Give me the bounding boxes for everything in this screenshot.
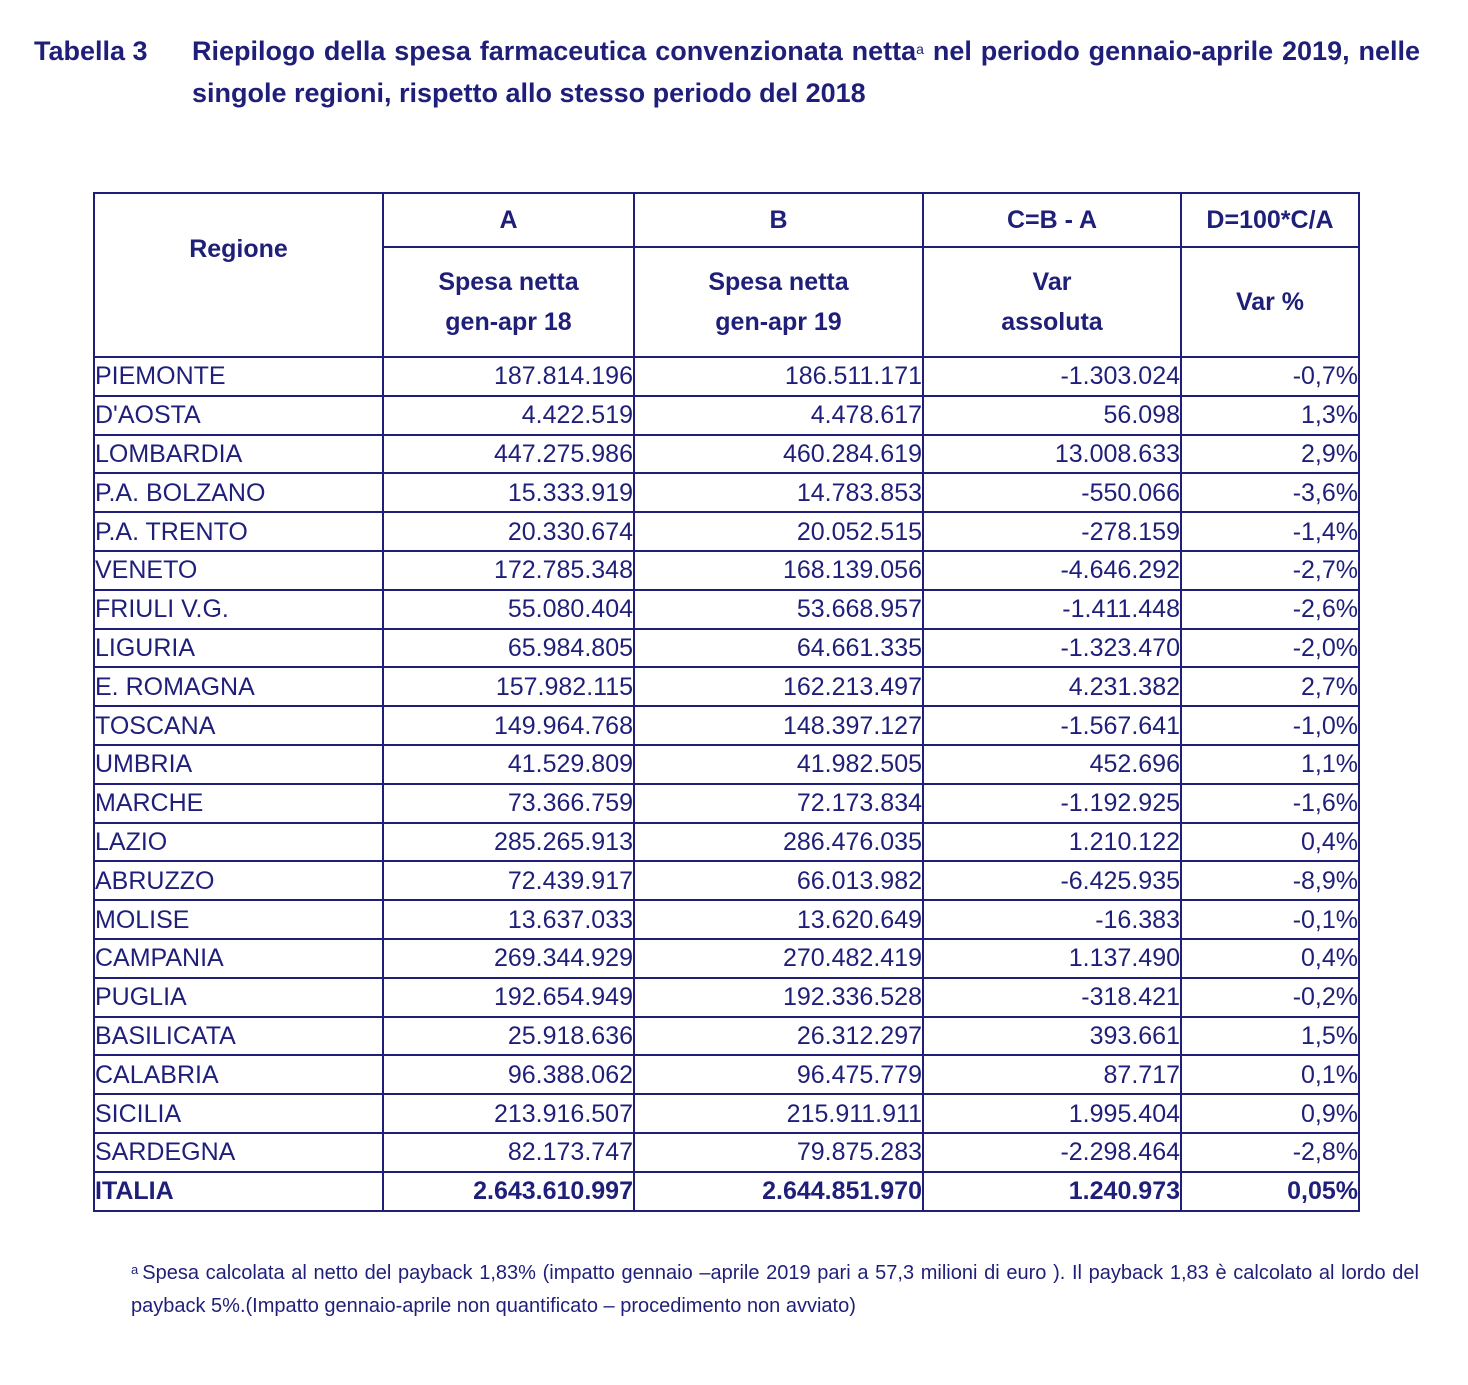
cell-regione: PUGLIA [94, 978, 383, 1017]
cell-var-percent: -0,1% [1181, 900, 1359, 939]
cell-var-assoluta: -16.383 [923, 900, 1181, 939]
cell-var-percent: -2,6% [1181, 590, 1359, 629]
caption-main: Riepilogo della spesa farmaceutica convenzionata netta [192, 36, 917, 66]
cell-regione: TOSCANA [94, 706, 383, 745]
cell-spesa-18: 65.984.805 [383, 629, 634, 668]
cell-regione: LIGURIA [94, 629, 383, 668]
cell-spesa-19: 286.476.035 [634, 823, 923, 862]
header-label-d: Var % [1181, 247, 1359, 357]
cell-var-assoluta: -550.066 [923, 473, 1181, 512]
cell-regione: MOLISE [94, 900, 383, 939]
footnote [131, 1257, 1419, 1323]
table-row [94, 939, 1359, 978]
cell-regione: CALABRIA [94, 1055, 383, 1094]
cell-regione: P.A. BOLZANO [94, 473, 383, 512]
cell-spesa-18: 73.366.759 [383, 784, 634, 823]
cell-var-percent: 0,4% [1181, 939, 1359, 978]
cell-regione: UMBRIA [94, 745, 383, 784]
cell-spesa-19: 2.644.851.970 [634, 1172, 923, 1211]
cell-spesa-19: 460.284.619 [634, 435, 923, 474]
caption-rest: nel periodo gennaio-aprile 2019, nelle singole regioni, rispetto allo stesso periodo del 2018 [192, 36, 1420, 108]
header-col-a: A [383, 193, 634, 247]
cell-var-assoluta: 13.008.633 [923, 435, 1181, 474]
table-row [94, 435, 1359, 474]
cell-spesa-19: 79.875.283 [634, 1133, 923, 1172]
table-row [94, 551, 1359, 590]
cell-spesa-18: 15.333.919 [383, 473, 634, 512]
cell-regione: BASILICATA [94, 1017, 383, 1056]
cell-regione: ITALIA [94, 1172, 383, 1211]
cell-spesa-19: 4.478.617 [634, 396, 923, 435]
cell-spesa-19: 14.783.853 [634, 473, 923, 512]
cell-regione: ABRUZZO [94, 861, 383, 900]
table-row [94, 629, 1359, 668]
cell-regione: P.A. TRENTO [94, 512, 383, 551]
table-number: Tabella 3 [34, 36, 148, 66]
cell-regione: SICILIA [94, 1094, 383, 1133]
cell-spesa-19: 168.139.056 [634, 551, 923, 590]
cell-var-percent: 2,7% [1181, 667, 1359, 706]
cell-spesa-19: 26.312.297 [634, 1017, 923, 1056]
cell-regione: LAZIO [94, 823, 383, 862]
cell-spesa-19: 162.213.497 [634, 667, 923, 706]
cell-spesa-18: 82.173.747 [383, 1133, 634, 1172]
cell-var-percent: 2,9% [1181, 435, 1359, 474]
cell-spesa-18: 41.529.809 [383, 745, 634, 784]
cell-spesa-19: 13.620.649 [634, 900, 923, 939]
cell-spesa-18: 4.422.519 [383, 396, 634, 435]
cell-var-assoluta: -1.567.641 [923, 706, 1181, 745]
cell-regione: FRIULI V.G. [94, 590, 383, 629]
cell-var-percent: -8,9% [1181, 861, 1359, 900]
cell-var-percent: -0,2% [1181, 978, 1359, 1017]
cell-spesa-18: 172.785.348 [383, 551, 634, 590]
cell-spesa-19: 66.013.982 [634, 861, 923, 900]
cell-spesa-19: 96.475.779 [634, 1055, 923, 1094]
cell-var-assoluta: 87.717 [923, 1055, 1181, 1094]
cell-var-assoluta: -318.421 [923, 978, 1181, 1017]
cell-spesa-18: 2.643.610.997 [383, 1172, 634, 1211]
header-col-d: D=100*C/A [1181, 193, 1359, 247]
cell-spesa-18: 96.388.062 [383, 1055, 634, 1094]
table-row [94, 784, 1359, 823]
cell-var-assoluta: 393.661 [923, 1017, 1181, 1056]
cell-regione: MARCHE [94, 784, 383, 823]
cell-spesa-19: 72.173.834 [634, 784, 923, 823]
cell-var-percent: -2,0% [1181, 629, 1359, 668]
cell-var-assoluta: -2.298.464 [923, 1133, 1181, 1172]
table-caption [192, 30, 1420, 114]
table-row-total [94, 1172, 1359, 1211]
table-row [94, 1055, 1359, 1094]
header-col-b: B [634, 193, 923, 247]
table-row [94, 900, 1359, 939]
cell-spesa-18: 149.964.768 [383, 706, 634, 745]
header-col-c: C=B - A [923, 193, 1181, 247]
cell-spesa-18: 72.439.917 [383, 861, 634, 900]
cell-var-assoluta: -1.323.470 [923, 629, 1181, 668]
cell-spesa-18: 192.654.949 [383, 978, 634, 1017]
cell-regione: VENETO [94, 551, 383, 590]
cell-regione: LOMBARDIA [94, 435, 383, 474]
cell-var-percent: 0,9% [1181, 1094, 1359, 1133]
cell-var-assoluta: 1.210.122 [923, 823, 1181, 862]
cell-var-percent: -1,0% [1181, 706, 1359, 745]
cell-spesa-18: 187.814.196 [383, 357, 634, 396]
cell-var-percent: -2,8% [1181, 1133, 1359, 1172]
cell-var-percent: -1,6% [1181, 784, 1359, 823]
cell-var-assoluta: -278.159 [923, 512, 1181, 551]
table-row [94, 396, 1359, 435]
cell-regione: CAMPANIA [94, 939, 383, 978]
caption-footnote-mark: a [916, 41, 924, 57]
cell-regione: D'AOSTA [94, 396, 383, 435]
cell-regione: SARDEGNA [94, 1133, 383, 1172]
table-row [94, 1094, 1359, 1133]
cell-regione: E. ROMAGNA [94, 667, 383, 706]
table-row [94, 667, 1359, 706]
cell-spesa-18: 213.916.507 [383, 1094, 634, 1133]
cell-var-percent: -0,7% [1181, 357, 1359, 396]
table-row [94, 706, 1359, 745]
cell-spesa-18: 20.330.674 [383, 512, 634, 551]
table-row [94, 1017, 1359, 1056]
cell-spesa-18: 447.275.986 [383, 435, 634, 474]
cell-var-assoluta: 1.240.973 [923, 1172, 1181, 1211]
cell-spesa-19: 64.661.335 [634, 629, 923, 668]
table-row [94, 357, 1359, 396]
table-row [94, 978, 1359, 1017]
cell-var-percent: 0,05% [1181, 1172, 1359, 1211]
cell-var-assoluta: 4.231.382 [923, 667, 1181, 706]
spesa-table [93, 192, 1360, 1212]
header-regione: Regione [94, 193, 383, 357]
cell-spesa-19: 270.482.419 [634, 939, 923, 978]
cell-var-percent: -1,4% [1181, 512, 1359, 551]
table-row [94, 473, 1359, 512]
cell-var-percent: 0,4% [1181, 823, 1359, 862]
cell-var-assoluta: 1.995.404 [923, 1094, 1181, 1133]
cell-spesa-18: 269.344.929 [383, 939, 634, 978]
cell-spesa-18: 13.637.033 [383, 900, 634, 939]
table-body [94, 357, 1359, 1211]
cell-var-assoluta: -1.411.448 [923, 590, 1181, 629]
cell-var-percent: -3,6% [1181, 473, 1359, 512]
cell-spesa-19: 215.911.911 [634, 1094, 923, 1133]
cell-var-percent: -2,7% [1181, 551, 1359, 590]
cell-var-percent: 1,1% [1181, 745, 1359, 784]
cell-var-assoluta: 452.696 [923, 745, 1181, 784]
cell-spesa-18: 285.265.913 [383, 823, 634, 862]
footnote-mark: a [131, 1262, 139, 1277]
cell-var-percent: 1,3% [1181, 396, 1359, 435]
table-row [94, 861, 1359, 900]
cell-spesa-19: 148.397.127 [634, 706, 923, 745]
cell-spesa-19: 41.982.505 [634, 745, 923, 784]
header-row-letters [94, 193, 1359, 247]
cell-var-assoluta: 1.137.490 [923, 939, 1181, 978]
header-label-a: Spesa netta gen-apr 18 [383, 247, 634, 357]
cell-spesa-18: 25.918.636 [383, 1017, 634, 1056]
cell-var-assoluta: -4.646.292 [923, 551, 1181, 590]
cell-spesa-18: 55.080.404 [383, 590, 634, 629]
footnote-text: Spesa calcolata al netto del payback 1,83% (impatto gennaio –aprile 2019 pari a 57,3 milioni di euro ). Il payback 1,83 è calcolato al lordo del payback 5%.(Impatto gennaio-aprile non quantificato – procedimento non avviato) [131, 1262, 1419, 1317]
table-row [94, 590, 1359, 629]
cell-var-assoluta: -1.192.925 [923, 784, 1181, 823]
cell-var-assoluta: -1.303.024 [923, 357, 1181, 396]
cell-spesa-19: 53.668.957 [634, 590, 923, 629]
table-row [94, 1133, 1359, 1172]
cell-spesa-19: 186.511.171 [634, 357, 923, 396]
cell-spesa-19: 192.336.528 [634, 978, 923, 1017]
header-label-c: Var assoluta [923, 247, 1181, 357]
table-row [94, 512, 1359, 551]
table-row [94, 745, 1359, 784]
cell-regione: PIEMONTE [94, 357, 383, 396]
table-row [94, 823, 1359, 862]
cell-var-assoluta: 56.098 [923, 396, 1181, 435]
cell-spesa-18: 157.982.115 [383, 667, 634, 706]
cell-var-percent: 1,5% [1181, 1017, 1359, 1056]
header-label-b: Spesa netta gen-apr 19 [634, 247, 923, 357]
cell-var-percent: 0,1% [1181, 1055, 1359, 1094]
cell-spesa-19: 20.052.515 [634, 512, 923, 551]
cell-var-assoluta: -6.425.935 [923, 861, 1181, 900]
